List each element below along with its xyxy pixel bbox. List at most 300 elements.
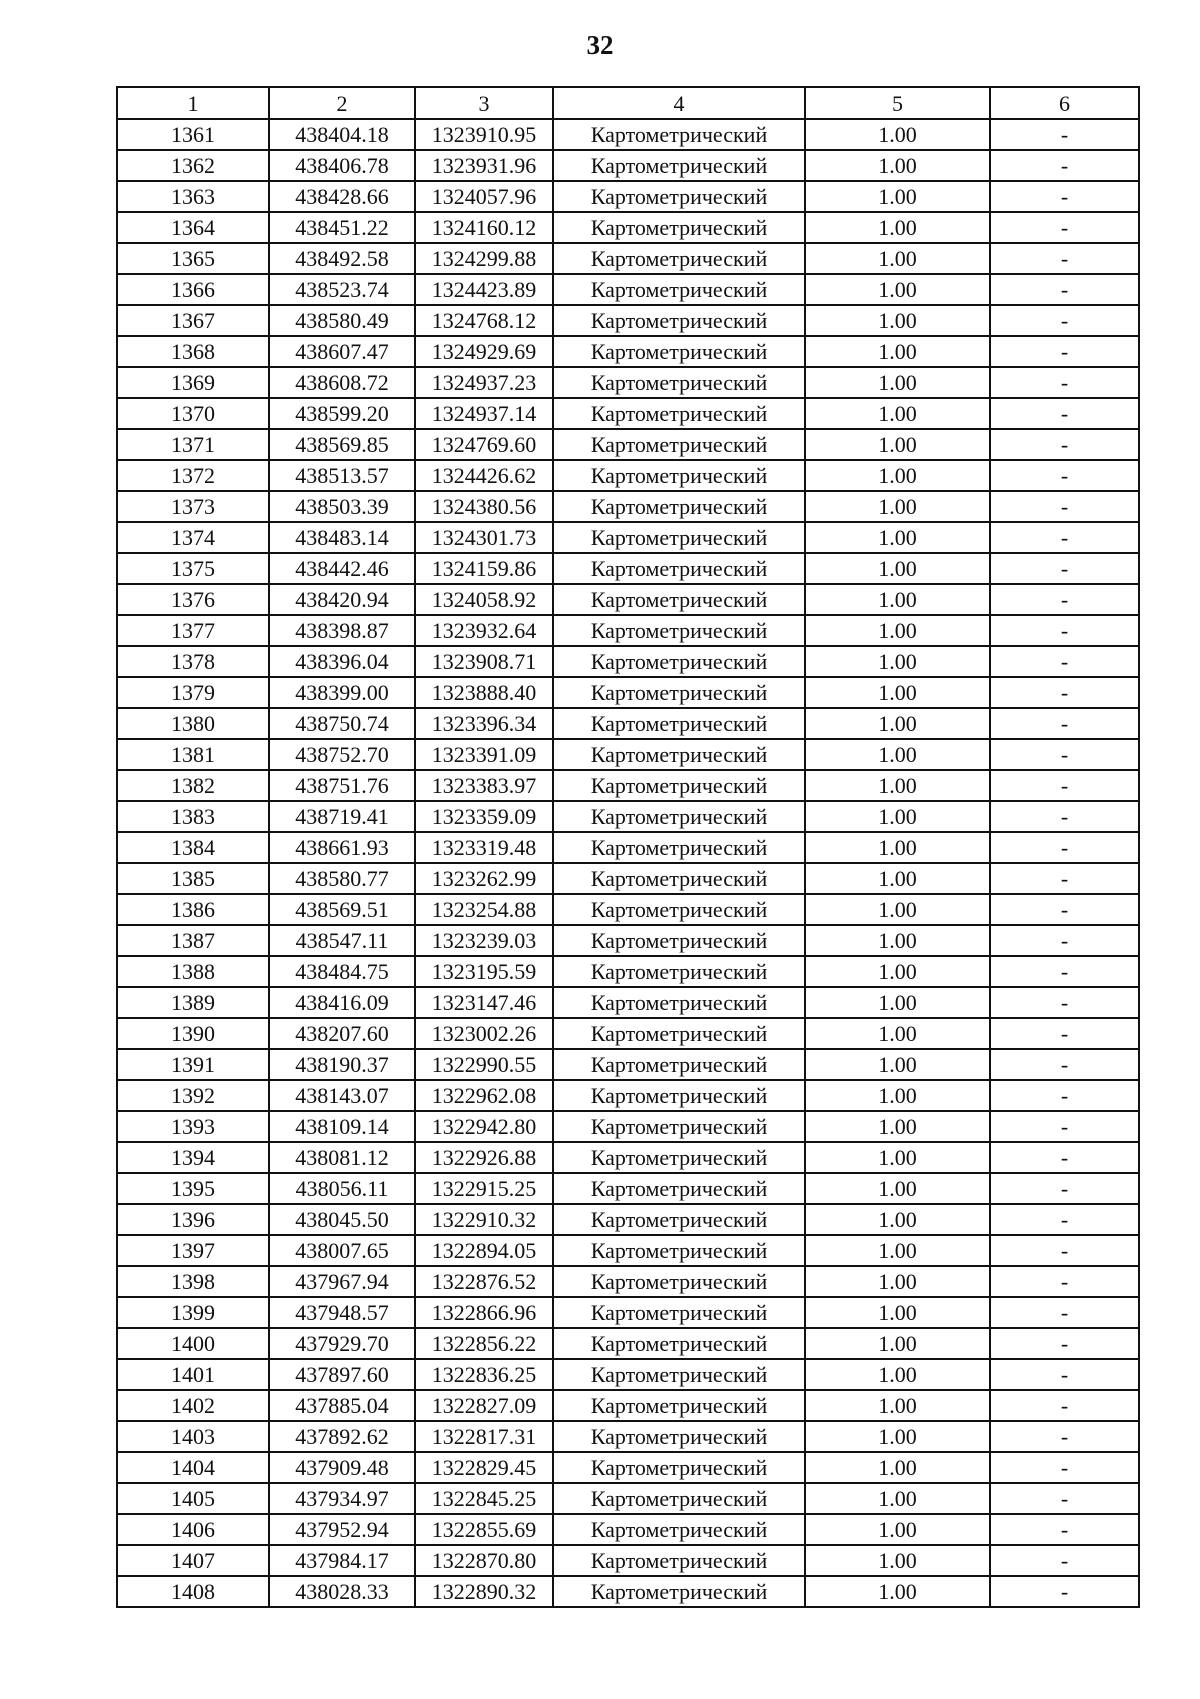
note-cell: -: [990, 1390, 1139, 1421]
coord-y-cell: 1324160.12: [415, 212, 553, 243]
page-number: 32: [586, 30, 614, 60]
point-number-cell: 1393: [117, 1111, 269, 1142]
coord-y-cell: 1323262.99: [415, 863, 553, 894]
accuracy-cell: 1.00: [805, 367, 990, 398]
point-number-cell: 1369: [117, 367, 269, 398]
note-cell: -: [990, 1514, 1139, 1545]
point-number-cell: 1371: [117, 429, 269, 460]
method-cell: Картометрический: [553, 1452, 805, 1483]
note-cell: -: [990, 1483, 1139, 1514]
coord-y-cell: 1323195.59: [415, 956, 553, 987]
point-number-cell: 1370: [117, 398, 269, 429]
table-row: [117, 1018, 1139, 1049]
point-number-cell: 1388: [117, 956, 269, 987]
accuracy-cell: 1.00: [805, 925, 990, 956]
table-row: [117, 1328, 1139, 1359]
coord-y-cell: 1323002.26: [415, 1018, 553, 1049]
point-number-cell: 1396: [117, 1204, 269, 1235]
coord-y-cell: 1323359.09: [415, 801, 553, 832]
table-row: [117, 1235, 1139, 1266]
point-number-cell: 1389: [117, 987, 269, 1018]
note-cell: -: [990, 1452, 1139, 1483]
coord-x-cell: 438190.37: [269, 1049, 415, 1080]
note-cell: -: [990, 1204, 1139, 1235]
accuracy-cell: 1.00: [805, 150, 990, 181]
method-cell: Картометрический: [553, 1297, 805, 1328]
method-cell: Картометрический: [553, 212, 805, 243]
coord-x-cell: 438406.78: [269, 150, 415, 181]
note-cell: -: [990, 677, 1139, 708]
coord-x-cell: 438523.74: [269, 274, 415, 305]
table-row: [117, 460, 1139, 491]
accuracy-cell: 1.00: [805, 181, 990, 212]
note-cell: -: [990, 1049, 1139, 1080]
note-cell: -: [990, 181, 1139, 212]
table-row: [117, 739, 1139, 770]
table-row: [117, 522, 1139, 553]
point-number-cell: 1376: [117, 584, 269, 615]
method-cell: Картометрический: [553, 956, 805, 987]
method-cell: Картометрический: [553, 398, 805, 429]
coord-x-cell: 438416.09: [269, 987, 415, 1018]
note-cell: -: [990, 925, 1139, 956]
point-number-cell: 1401: [117, 1359, 269, 1390]
coord-x-cell: 438661.93: [269, 832, 415, 863]
method-cell: Картометрический: [553, 987, 805, 1018]
coord-y-cell: 1324057.96: [415, 181, 553, 212]
coord-x-cell: 438428.66: [269, 181, 415, 212]
note-cell: -: [990, 491, 1139, 522]
point-number-cell: 1408: [117, 1576, 269, 1607]
table-row: [117, 150, 1139, 181]
point-number-cell: 1405: [117, 1483, 269, 1514]
coord-x-cell: 438404.18: [269, 119, 415, 150]
point-number-cell: 1384: [117, 832, 269, 863]
note-cell: -: [990, 1576, 1139, 1607]
table-body: [117, 119, 1139, 1607]
point-number-cell: 1387: [117, 925, 269, 956]
coord-x-cell: 438399.00: [269, 677, 415, 708]
accuracy-cell: 1.00: [805, 398, 990, 429]
coord-y-cell: 1322990.55: [415, 1049, 553, 1080]
accuracy-cell: 1.00: [805, 832, 990, 863]
method-cell: Картометрический: [553, 925, 805, 956]
table-row: [117, 615, 1139, 646]
accuracy-cell: 1.00: [805, 274, 990, 305]
coord-y-cell: 1323908.71: [415, 646, 553, 677]
coord-x-cell: 438599.20: [269, 398, 415, 429]
header-col-6: 6: [990, 87, 1139, 119]
method-cell: Картометрический: [553, 832, 805, 863]
accuracy-cell: 1.00: [805, 1204, 990, 1235]
table-row: [117, 677, 1139, 708]
header-col-5: 5: [805, 87, 990, 119]
note-cell: -: [990, 367, 1139, 398]
coord-x-cell: 438719.41: [269, 801, 415, 832]
accuracy-cell: 1.00: [805, 801, 990, 832]
note-cell: -: [990, 708, 1139, 739]
coord-y-cell: 1324301.73: [415, 522, 553, 553]
coord-y-cell: 1322836.25: [415, 1359, 553, 1390]
point-number-cell: 1386: [117, 894, 269, 925]
method-cell: Картометрический: [553, 1235, 805, 1266]
coord-x-cell: 437892.62: [269, 1421, 415, 1452]
note-cell: -: [990, 1142, 1139, 1173]
note-cell: -: [990, 832, 1139, 863]
accuracy-cell: 1.00: [805, 1018, 990, 1049]
accuracy-cell: 1.00: [805, 429, 990, 460]
accuracy-cell: 1.00: [805, 1142, 990, 1173]
table-row: [117, 770, 1139, 801]
point-number-cell: 1395: [117, 1173, 269, 1204]
method-cell: Картометрический: [553, 739, 805, 770]
accuracy-cell: 1.00: [805, 646, 990, 677]
table-row: [117, 212, 1139, 243]
header-col-3: 3: [415, 87, 553, 119]
table-row: [117, 1204, 1139, 1235]
coord-x-cell: 438081.12: [269, 1142, 415, 1173]
method-cell: Картометрический: [553, 367, 805, 398]
table-row: [117, 491, 1139, 522]
note-cell: -: [990, 584, 1139, 615]
coord-x-cell: 438420.94: [269, 584, 415, 615]
method-cell: Картометрический: [553, 522, 805, 553]
point-number-cell: 1406: [117, 1514, 269, 1545]
coord-x-cell: 438580.49: [269, 305, 415, 336]
point-number-cell: 1364: [117, 212, 269, 243]
coord-x-cell: 438513.57: [269, 460, 415, 491]
coord-x-cell: 438396.04: [269, 646, 415, 677]
accuracy-cell: 1.00: [805, 1173, 990, 1204]
note-cell: -: [990, 987, 1139, 1018]
accuracy-cell: 1.00: [805, 1266, 990, 1297]
coord-x-cell: 438752.70: [269, 739, 415, 770]
table-row: [117, 708, 1139, 739]
table-row: [117, 1266, 1139, 1297]
coord-x-cell: 438484.75: [269, 956, 415, 987]
coord-x-cell: 438045.50: [269, 1204, 415, 1235]
method-cell: Картометрический: [553, 1018, 805, 1049]
point-number-cell: 1403: [117, 1421, 269, 1452]
coord-x-cell: 438503.39: [269, 491, 415, 522]
coord-y-cell: 1323147.46: [415, 987, 553, 1018]
coord-y-cell: 1322894.05: [415, 1235, 553, 1266]
accuracy-cell: 1.00: [805, 987, 990, 1018]
accuracy-cell: 1.00: [805, 119, 990, 150]
point-number-cell: 1404: [117, 1452, 269, 1483]
point-number-cell: 1397: [117, 1235, 269, 1266]
method-cell: Картометрический: [553, 1514, 805, 1545]
note-cell: -: [990, 770, 1139, 801]
table-row: [117, 1421, 1139, 1452]
coord-y-cell: 1323383.97: [415, 770, 553, 801]
accuracy-cell: 1.00: [805, 1111, 990, 1142]
accuracy-cell: 1.00: [805, 739, 990, 770]
coord-x-cell: 438483.14: [269, 522, 415, 553]
method-cell: Картометрический: [553, 1483, 805, 1514]
note-cell: -: [990, 150, 1139, 181]
coord-y-cell: 1324426.62: [415, 460, 553, 491]
coord-x-cell: 437897.60: [269, 1359, 415, 1390]
method-cell: Картометрический: [553, 615, 805, 646]
coord-y-cell: 1324937.23: [415, 367, 553, 398]
accuracy-cell: 1.00: [805, 1545, 990, 1576]
table-row: [117, 1452, 1139, 1483]
note-cell: -: [990, 274, 1139, 305]
point-number-cell: 1402: [117, 1390, 269, 1421]
note-cell: -: [990, 429, 1139, 460]
table-row: [117, 305, 1139, 336]
point-number-cell: 1383: [117, 801, 269, 832]
note-cell: -: [990, 522, 1139, 553]
coord-x-cell: 437952.94: [269, 1514, 415, 1545]
accuracy-cell: 1.00: [805, 1297, 990, 1328]
coord-x-cell: 438607.47: [269, 336, 415, 367]
coord-y-cell: 1322870.80: [415, 1545, 553, 1576]
coord-y-cell: 1323932.64: [415, 615, 553, 646]
method-cell: Картометрический: [553, 1080, 805, 1111]
accuracy-cell: 1.00: [805, 615, 990, 646]
method-cell: Картометрический: [553, 491, 805, 522]
table-row: [117, 863, 1139, 894]
method-cell: Картометрический: [553, 1576, 805, 1607]
accuracy-cell: 1.00: [805, 1049, 990, 1080]
coord-x-cell: 438143.07: [269, 1080, 415, 1111]
table-row: [117, 1483, 1139, 1514]
table-row: [117, 1080, 1139, 1111]
note-cell: -: [990, 1111, 1139, 1142]
method-cell: Картометрический: [553, 181, 805, 212]
coord-x-cell: 438569.85: [269, 429, 415, 460]
coord-x-cell: 438608.72: [269, 367, 415, 398]
coord-y-cell: 1323254.88: [415, 894, 553, 925]
accuracy-cell: 1.00: [805, 1483, 990, 1514]
note-cell: -: [990, 460, 1139, 491]
coord-x-cell: 438056.11: [269, 1173, 415, 1204]
method-cell: Картометрический: [553, 1111, 805, 1142]
table-row: [117, 1297, 1139, 1328]
coord-y-cell: 1324423.89: [415, 274, 553, 305]
accuracy-cell: 1.00: [805, 460, 990, 491]
method-cell: Картометрический: [553, 243, 805, 274]
coord-x-cell: 438750.74: [269, 708, 415, 739]
table-row: [117, 894, 1139, 925]
point-number-cell: 1367: [117, 305, 269, 336]
coord-y-cell: 1323931.96: [415, 150, 553, 181]
note-cell: -: [990, 1328, 1139, 1359]
coord-x-cell: 437967.94: [269, 1266, 415, 1297]
note-cell: -: [990, 1018, 1139, 1049]
method-cell: Картометрический: [553, 584, 805, 615]
point-number-cell: 1366: [117, 274, 269, 305]
method-cell: Картометрический: [553, 1049, 805, 1080]
method-cell: Картометрический: [553, 429, 805, 460]
coord-y-cell: 1324769.60: [415, 429, 553, 460]
method-cell: Картометрический: [553, 1204, 805, 1235]
point-number-cell: 1375: [117, 553, 269, 584]
table-row: [117, 1173, 1139, 1204]
table-row: [117, 832, 1139, 863]
coord-y-cell: 1322942.80: [415, 1111, 553, 1142]
method-cell: Картометрический: [553, 863, 805, 894]
point-number-cell: 1390: [117, 1018, 269, 1049]
coordinates-table: [116, 86, 1140, 1608]
coord-y-cell: 1322817.31: [415, 1421, 553, 1452]
note-cell: -: [990, 615, 1139, 646]
note-cell: -: [990, 863, 1139, 894]
accuracy-cell: 1.00: [805, 1514, 990, 1545]
coord-y-cell: 1322915.25: [415, 1173, 553, 1204]
coord-y-cell: 1322926.88: [415, 1142, 553, 1173]
coord-x-cell: 437934.97: [269, 1483, 415, 1514]
coord-y-cell: 1324299.88: [415, 243, 553, 274]
accuracy-cell: 1.00: [805, 956, 990, 987]
table-row: [117, 181, 1139, 212]
method-cell: Картометрический: [553, 1142, 805, 1173]
point-number-cell: 1363: [117, 181, 269, 212]
accuracy-cell: 1.00: [805, 1452, 990, 1483]
method-cell: Картометрический: [553, 553, 805, 584]
table-row: [117, 336, 1139, 367]
note-cell: -: [990, 553, 1139, 584]
note-cell: -: [990, 1359, 1139, 1390]
coord-x-cell: 437984.17: [269, 1545, 415, 1576]
method-cell: Картометрический: [553, 708, 805, 739]
coord-x-cell: 438398.87: [269, 615, 415, 646]
coord-y-cell: 1322855.69: [415, 1514, 553, 1545]
method-cell: Картометрический: [553, 1173, 805, 1204]
table-row: [117, 1049, 1139, 1080]
header-col-2: 2: [269, 87, 415, 119]
coord-x-cell: 438569.51: [269, 894, 415, 925]
note-cell: -: [990, 243, 1139, 274]
note-cell: -: [990, 1080, 1139, 1111]
coord-x-cell: 437948.57: [269, 1297, 415, 1328]
coord-x-cell: 438207.60: [269, 1018, 415, 1049]
method-cell: Картометрический: [553, 801, 805, 832]
point-number-cell: 1361: [117, 119, 269, 150]
accuracy-cell: 1.00: [805, 1576, 990, 1607]
point-number-cell: 1391: [117, 1049, 269, 1080]
coord-y-cell: 1323319.48: [415, 832, 553, 863]
table-row: [117, 987, 1139, 1018]
coord-y-cell: 1322866.96: [415, 1297, 553, 1328]
coord-y-cell: 1322910.32: [415, 1204, 553, 1235]
point-number-cell: 1407: [117, 1545, 269, 1576]
method-cell: Картометрический: [553, 770, 805, 801]
coord-y-cell: 1324929.69: [415, 336, 553, 367]
note-cell: -: [990, 1266, 1139, 1297]
coord-y-cell: 1323239.03: [415, 925, 553, 956]
point-number-cell: 1400: [117, 1328, 269, 1359]
coord-x-cell: 437929.70: [269, 1328, 415, 1359]
point-number-cell: 1399: [117, 1297, 269, 1328]
note-cell: -: [990, 1545, 1139, 1576]
coord-x-cell: 438751.76: [269, 770, 415, 801]
point-number-cell: 1378: [117, 646, 269, 677]
coord-y-cell: 1322962.08: [415, 1080, 553, 1111]
point-number-cell: 1365: [117, 243, 269, 274]
accuracy-cell: 1.00: [805, 243, 990, 274]
note-cell: -: [990, 1173, 1139, 1204]
header-col-1: 1: [117, 87, 269, 119]
table-row: [117, 1111, 1139, 1142]
method-cell: Картометрический: [553, 274, 805, 305]
table-row: [117, 1359, 1139, 1390]
note-cell: -: [990, 894, 1139, 925]
coord-y-cell: 1324159.86: [415, 553, 553, 584]
method-cell: Картометрический: [553, 894, 805, 925]
accuracy-cell: 1.00: [805, 584, 990, 615]
note-cell: -: [990, 956, 1139, 987]
coord-y-cell: 1322845.25: [415, 1483, 553, 1514]
point-number-cell: 1380: [117, 708, 269, 739]
note-cell: -: [990, 1297, 1139, 1328]
accuracy-cell: 1.00: [805, 1235, 990, 1266]
method-cell: Картометрический: [553, 305, 805, 336]
coord-y-cell: 1324380.56: [415, 491, 553, 522]
table-row: [117, 1576, 1139, 1607]
method-cell: Картометрический: [553, 677, 805, 708]
table-row: [117, 1390, 1139, 1421]
accuracy-cell: 1.00: [805, 336, 990, 367]
coord-x-cell: 438547.11: [269, 925, 415, 956]
coord-x-cell: 437885.04: [269, 1390, 415, 1421]
table-row: [117, 1514, 1139, 1545]
method-cell: Картометрический: [553, 1359, 805, 1390]
note-cell: -: [990, 398, 1139, 429]
accuracy-cell: 1.00: [805, 1359, 990, 1390]
point-number-cell: 1381: [117, 739, 269, 770]
point-number-cell: 1394: [117, 1142, 269, 1173]
method-cell: Картометрический: [553, 1266, 805, 1297]
accuracy-cell: 1.00: [805, 677, 990, 708]
accuracy-cell: 1.00: [805, 1328, 990, 1359]
table-row: [117, 925, 1139, 956]
coord-y-cell: 1323910.95: [415, 119, 553, 150]
note-cell: -: [990, 336, 1139, 367]
note-cell: -: [990, 646, 1139, 677]
point-number-cell: 1368: [117, 336, 269, 367]
coord-y-cell: 1324768.12: [415, 305, 553, 336]
table-row: [117, 119, 1139, 150]
accuracy-cell: 1.00: [805, 1390, 990, 1421]
table-row: [117, 429, 1139, 460]
accuracy-cell: 1.00: [805, 863, 990, 894]
table-row: [117, 1545, 1139, 1576]
point-number-cell: 1374: [117, 522, 269, 553]
accuracy-cell: 1.00: [805, 708, 990, 739]
point-number-cell: 1392: [117, 1080, 269, 1111]
method-cell: Картометрический: [553, 150, 805, 181]
method-cell: Картометрический: [553, 1545, 805, 1576]
accuracy-cell: 1.00: [805, 212, 990, 243]
point-number-cell: 1382: [117, 770, 269, 801]
note-cell: -: [990, 801, 1139, 832]
table-row: [117, 1142, 1139, 1173]
coord-y-cell: 1324937.14: [415, 398, 553, 429]
table-row: [117, 367, 1139, 398]
note-cell: -: [990, 739, 1139, 770]
method-cell: Картометрический: [553, 1421, 805, 1452]
table-row: [117, 243, 1139, 274]
table-row: [117, 646, 1139, 677]
coord-x-cell: 438451.22: [269, 212, 415, 243]
header-col-4: 4: [553, 87, 805, 119]
point-number-cell: 1372: [117, 460, 269, 491]
accuracy-cell: 1.00: [805, 553, 990, 584]
table-row: [117, 584, 1139, 615]
